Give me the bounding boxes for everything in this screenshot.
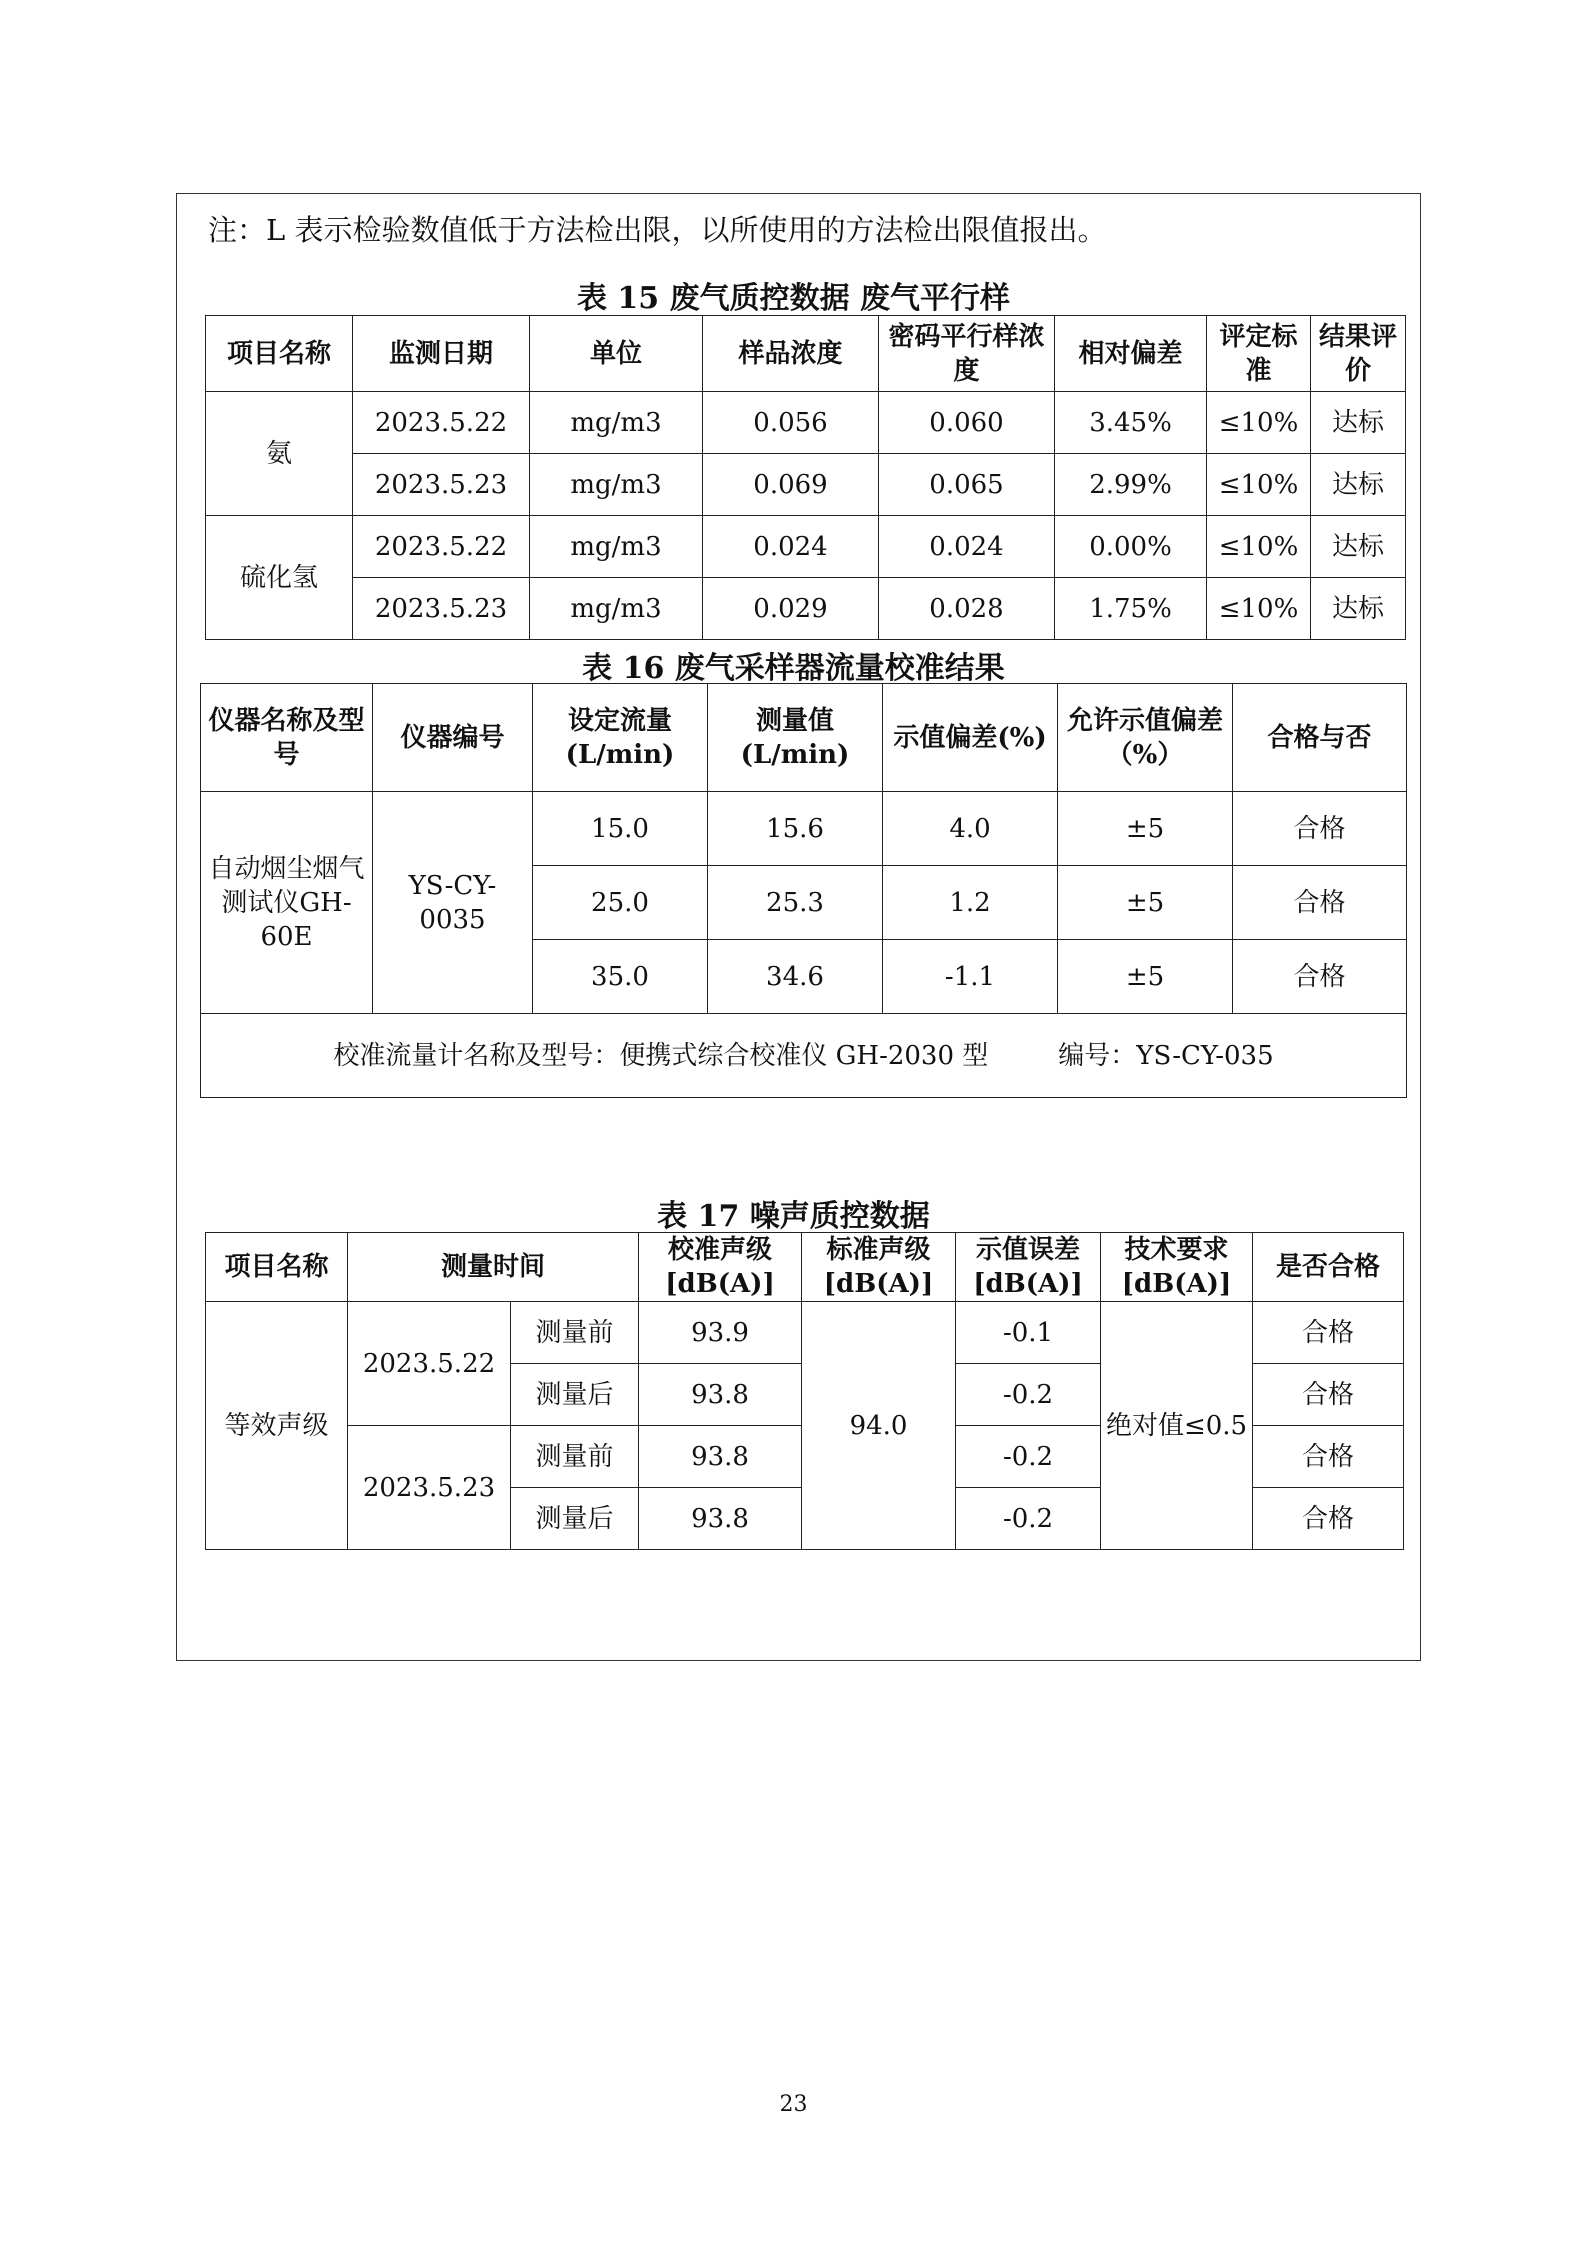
table-row [201, 792, 1407, 866]
standard-level: 94.0 [802, 1302, 956, 1550]
table16-header-row [201, 684, 1407, 792]
detection-limit-note: 注：L 表示检验数值低于方法检出限，以所使用的方法检出限值报出。 [208, 213, 1107, 247]
table15-header-cell: 密码平行样浓度 [879, 316, 1055, 392]
instrument-number: YS-CY-0035 [373, 792, 533, 1014]
table15-header-cell: 样品浓度 [703, 316, 879, 392]
table-row [206, 578, 1406, 640]
table-row [206, 454, 1406, 516]
table17-header-cell: 技术要求[dB(A)] [1101, 1233, 1253, 1302]
table-cell: 合格 [1253, 1488, 1404, 1550]
table15-header-cell: 项目名称 [206, 316, 353, 392]
table15-header-cell: 评定标准 [1207, 316, 1311, 392]
table-cell: mg/m3 [530, 578, 703, 640]
table17-header-cell: 项目名称 [206, 1233, 348, 1302]
table-cell: 2023.5.22 [353, 516, 530, 578]
table-cell: 2023.5.23 [353, 454, 530, 516]
table-cell: 0.056 [703, 392, 879, 454]
table-cell: 合格 [1253, 1426, 1404, 1488]
pollutant-name: 氨 [206, 392, 353, 516]
table-cell: 达标 [1311, 516, 1406, 578]
table-cell: mg/m3 [530, 454, 703, 516]
table-cell: 2023.5.22 [353, 392, 530, 454]
table16-header-cell: 示值偏差(%) [883, 684, 1058, 792]
table-cell: -0.2 [956, 1364, 1101, 1426]
table-cell: 0.060 [879, 392, 1055, 454]
table17-header-cell: 测量时间 [348, 1233, 639, 1302]
table-cell: 93.8 [639, 1426, 802, 1488]
table16-header-cell: 设定流量(L/min) [533, 684, 708, 792]
table-cell: 25.3 [708, 866, 883, 940]
table17-caption: 表 17 噪声质控数据 [657, 1199, 930, 1234]
table-cell: ±5 [1058, 792, 1233, 866]
table-cell: 93.8 [639, 1364, 802, 1426]
table17-header-row [206, 1233, 1404, 1302]
measurement-date: 2023.5.23 [348, 1426, 511, 1550]
table-cell: 0.024 [703, 516, 879, 578]
table-cell: 合格 [1253, 1364, 1404, 1426]
table-cell: 0.065 [879, 454, 1055, 516]
table-cell: 15.6 [708, 792, 883, 866]
table-cell: 2.99% [1055, 454, 1207, 516]
calibrator-info [201, 1014, 1407, 1098]
table15-header-cell: 监测日期 [353, 316, 530, 392]
table17-header-cell: 标准声级[dB(A)] [802, 1233, 956, 1302]
table-cell: 合格 [1253, 1302, 1404, 1364]
table-cell: 0.00% [1055, 516, 1207, 578]
table-row [206, 392, 1406, 454]
table16-header-cell: 测量值(L/min) [708, 684, 883, 792]
table15-header-cell: 结果评价 [1311, 316, 1406, 392]
table-cell: 15.0 [533, 792, 708, 866]
table-cell: 0.028 [879, 578, 1055, 640]
table-cell: 93.9 [639, 1302, 802, 1364]
table-cell: 测量前 [511, 1426, 639, 1488]
table-cell: 测量后 [511, 1488, 639, 1550]
table-cell: 2023.5.23 [353, 578, 530, 640]
table-cell: -0.1 [956, 1302, 1101, 1364]
table-cell: ≤10% [1207, 454, 1311, 516]
table-cell: ≤10% [1207, 578, 1311, 640]
table-cell: -1.1 [883, 940, 1058, 1014]
table-cell: 0.024 [879, 516, 1055, 578]
table-row [206, 1302, 1404, 1364]
table-cell: ±5 [1058, 866, 1233, 940]
table15-header-cell: 相对偏差 [1055, 316, 1207, 392]
table-cell: ±5 [1058, 940, 1233, 1014]
table15-header-cell: 单位 [530, 316, 703, 392]
table-cell: 合格 [1233, 792, 1407, 866]
table-cell: 25.0 [533, 866, 708, 940]
table-cell: 测量后 [511, 1364, 639, 1426]
table16-footer-row [201, 1014, 1407, 1098]
table-cell: 4.0 [883, 792, 1058, 866]
table-cell: 1.75% [1055, 578, 1207, 640]
page-number: 23 [779, 2092, 808, 2117]
table-cell: 0.069 [703, 454, 879, 516]
table-row [206, 516, 1406, 578]
table-cell: mg/m3 [530, 516, 703, 578]
table-cell: 0.029 [703, 578, 879, 640]
table-cell: 达标 [1311, 454, 1406, 516]
table-cell: mg/m3 [530, 392, 703, 454]
table17-header-cell: 校准声级[dB(A)] [639, 1233, 802, 1302]
table16-header-cell: 合格与否 [1233, 684, 1407, 792]
table15-caption: 表 15 废气质控数据 废气平行样 [576, 281, 1011, 316]
table-cell: -0.2 [956, 1488, 1101, 1550]
table15 [205, 315, 1406, 640]
table16-header-cell: 允许示值偏差（%） [1058, 684, 1233, 792]
calibrator-name: 校准流量计名称及型号：便携式综合校准仪 GH-2030 型 [333, 1040, 989, 1071]
table-cell: 1.2 [883, 866, 1058, 940]
measurement-date: 2023.5.22 [348, 1302, 511, 1426]
table16-caption: 表 16 废气采样器流量校准结果 [582, 651, 1005, 686]
table-cell: ≤10% [1207, 392, 1311, 454]
noise-item-name: 等效声级 [206, 1302, 348, 1550]
technical-requirement: 绝对值≤0.5 [1101, 1302, 1253, 1550]
pollutant-name: 硫化氢 [206, 516, 353, 640]
table-cell: 35.0 [533, 940, 708, 1014]
table-cell: 93.8 [639, 1488, 802, 1550]
table17-header-cell: 是否合格 [1253, 1233, 1404, 1302]
table-cell: 3.45% [1055, 392, 1207, 454]
table-cell: 达标 [1311, 392, 1406, 454]
table-cell: ≤10% [1207, 516, 1311, 578]
table16 [200, 683, 1407, 1098]
table-cell: 合格 [1233, 866, 1407, 940]
instrument-name: 自动烟尘烟气测试仪GH-60E [201, 792, 373, 1014]
table-cell: 34.6 [708, 940, 883, 1014]
table-cell: 达标 [1311, 578, 1406, 640]
table16-header-cell: 仪器编号 [373, 684, 533, 792]
table-cell: -0.2 [956, 1426, 1101, 1488]
calibrator-number: 编号：YS-CY-035 [1058, 1040, 1274, 1071]
table15-header-row [206, 316, 1406, 392]
table16-header-cell: 仪器名称及型号 [201, 684, 373, 792]
table17-header-cell: 示值误差[dB(A)] [956, 1233, 1101, 1302]
table-cell: 测量前 [511, 1302, 639, 1364]
table17 [205, 1232, 1404, 1550]
table-cell: 合格 [1233, 940, 1407, 1014]
